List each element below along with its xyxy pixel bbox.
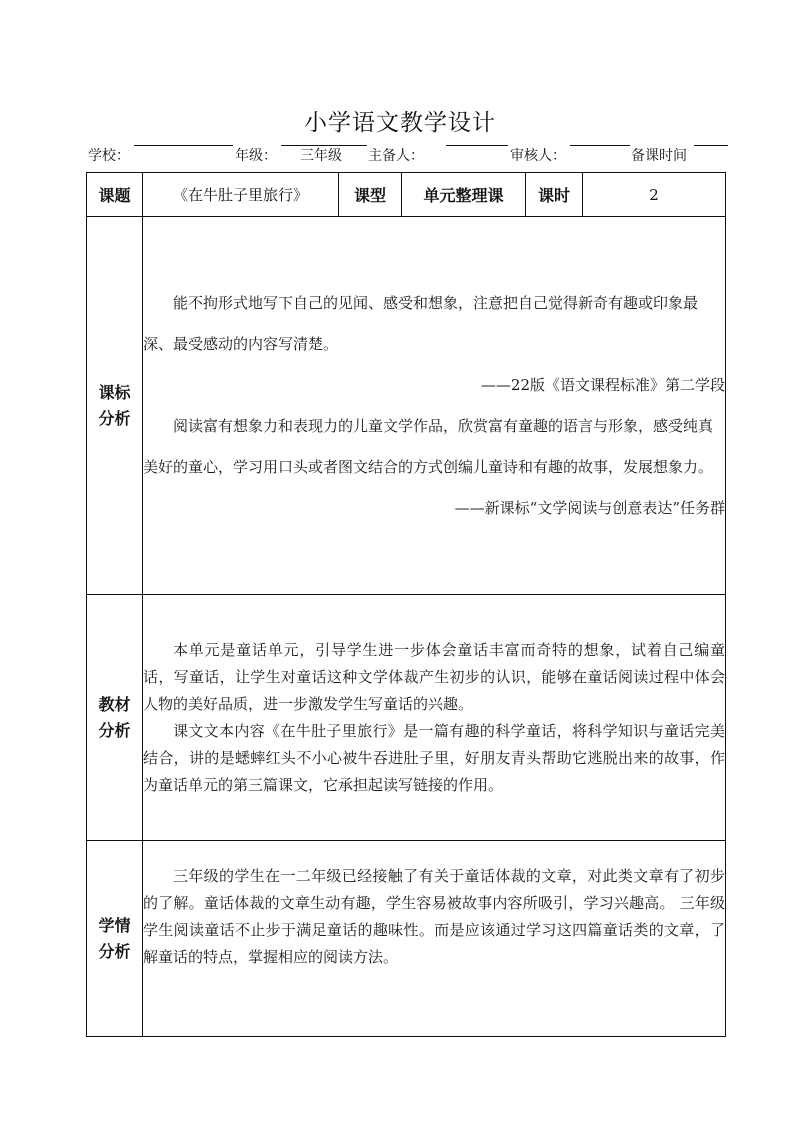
curriculum-label-line2: 分析 <box>98 408 131 428</box>
curriculum-source1: ——22版《语文课程标准》第二学段 <box>480 375 725 394</box>
students-label-line2: 分析 <box>98 941 131 961</box>
curriculum-source2: ——新课标“文学阅读与创意表达”任务群 <box>454 498 725 517</box>
meta-line <box>88 145 728 167</box>
textbook-row <box>87 595 726 841</box>
curriculum-para2: 阅读富有想象力和表现力的儿童文学作品，欣赏富有童趣的语言与形象，感受纯真美好的童心，学习用口头或者图文结合的方式创编儿童诗和有趣的故事，发展想象力。 <box>143 416 714 476</box>
students-label-line1: 学情 <box>98 915 131 935</box>
students-para1: 三年级的学生在一二年级已经接触了有关于童话体裁的文章，对此类文章有了初步的了解。童话体裁的文章生动有趣，学生容易被故事内容所吸引，学习兴趣高。 三年级学生阅读童话不止步于满足童话的趣味性。而是应该通过学习这四篇童话类的文章，了解童话的特点，掌握相应的阅读方法。 <box>143 867 725 966</box>
curriculum-label <box>87 217 143 595</box>
preparer-blank <box>446 145 508 146</box>
topic-label: 课题 <box>87 173 143 217</box>
students-label <box>87 841 143 1037</box>
document-title: 小学语文教学设计 <box>304 110 496 136</box>
curriculum-content <box>143 217 726 595</box>
students-row <box>87 841 726 1037</box>
textbook-label-line1: 教材 <box>98 694 131 714</box>
textbook-para1: 本单元是童话单元，引导学生进一步体会童话丰富而奇特的想象，试着自己编童话，写童话，让学生对童话这种文学体裁产生初步的认识，能够在童话阅读过程中体会人物的美好品质，进一步激发学生写童话的兴趣。 <box>143 640 725 713</box>
school-blank <box>134 145 233 146</box>
curriculum-label-line1: 课标 <box>98 382 131 402</box>
grade-value: 三年级 <box>300 148 342 164</box>
preparer-label: 主备人： <box>368 148 424 164</box>
prep-time-blank <box>694 145 728 146</box>
textbook-content <box>143 595 726 841</box>
lesson-type-label: 课型 <box>339 173 402 217</box>
class-hours-label: 课时 <box>526 173 583 217</box>
grade-label: 年级： <box>235 148 277 164</box>
students-content <box>143 841 726 1037</box>
textbook-label-line2: 分析 <box>98 720 131 740</box>
topic-value: 《在牛肚子里旅行》 <box>143 173 339 217</box>
prep-time-label: 备课时间 <box>631 148 687 164</box>
curriculum-para1: 能不拘形式地写下自己的见闻、感受和想象，注意把自己觉得新奇有趣或印象最深、最受感动的内容写清楚。 <box>143 293 699 353</box>
textbook-para2: 课文文本内容《在牛肚子里旅行》是一篇有趣的科学童话，将科学知识与童话完美结合，讲的是蟋蟀红头不小心被牛吞进肚子里，好朋友青头帮助它逃脱出来的故事，作为童话单元的第三篇课文，它承担起读写链接的作用。 <box>143 721 725 794</box>
reviewer-blank <box>570 145 630 146</box>
lesson-type-value: 单元整理课 <box>402 173 526 217</box>
lesson-plan-table <box>86 172 726 1037</box>
class-hours-value: 2 <box>583 173 726 217</box>
school-label: 学校： <box>88 148 130 164</box>
textbook-label <box>87 595 143 841</box>
reviewer-label: 审核人： <box>510 148 566 164</box>
header-row <box>87 173 726 217</box>
curriculum-row <box>87 217 726 595</box>
